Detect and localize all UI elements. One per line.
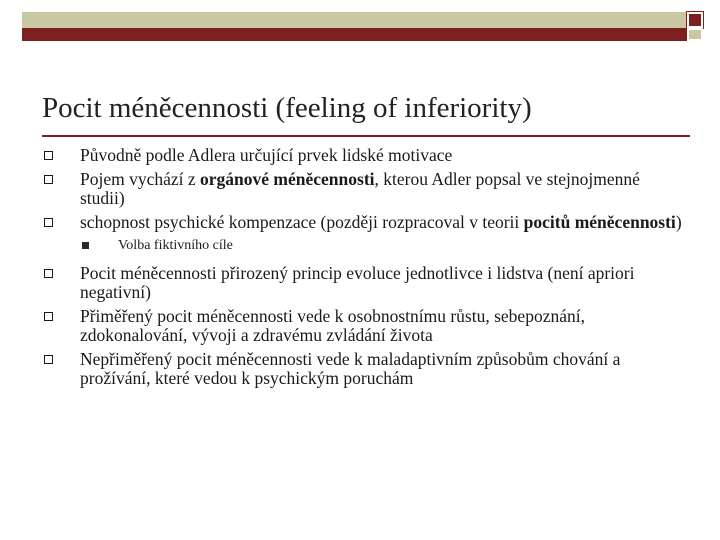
bullet-text: , kterou Adler popsal ve stejnojmenné studii): [80, 169, 640, 208]
bullet-item: [42, 307, 682, 345]
title-underline: [42, 135, 690, 137]
bullet-text: Pojem vychází z: [80, 169, 201, 189]
bullet-text: Přiměřený pocit méněcennosti vede k osobnostnímu růstu, sebepoznání, zdokonalování, vývoji a zdravému zvládání života: [80, 306, 585, 345]
sub-bullet-item: [42, 237, 682, 254]
bullet-item: [42, 146, 682, 165]
bullet-emphasis: pocitů méněcennosti: [523, 212, 676, 232]
corner-square-bottom: [687, 28, 703, 41]
bullet-text: schopnost psychické kompenzace (později rozpracoval v teorii: [80, 212, 524, 232]
bullet-text: Původně podle Adlera určující prvek lidské motivace: [80, 145, 453, 165]
header-band-dark: [22, 28, 687, 41]
bullet-item: [42, 264, 682, 302]
bullet-text: Volba fiktivního cíle: [118, 238, 233, 253]
hollow-square-bullet-icon: [44, 312, 53, 321]
header-band-light: [22, 12, 687, 28]
corner-square-top: [687, 12, 703, 28]
slide-title: Pocit méněcennosti (feeling of inferiority): [42, 92, 532, 124]
bullet-item: [42, 213, 682, 232]
hollow-square-bullet-icon: [44, 175, 53, 184]
filled-square-bullet-icon: [82, 242, 89, 249]
bullet-text: Pocit méněcennosti přirozený princip evoluce jednotlivce i lidstva (není apriori negativní): [80, 263, 635, 302]
bullet-list: [42, 146, 682, 393]
bullet-item: [42, 170, 682, 208]
bullet-text: Nepřiměřený pocit méněcennosti vede k maladaptivním způsobům chování a prožívání, které vedou k psychickým poruchám: [80, 349, 621, 388]
hollow-square-bullet-icon: [44, 218, 53, 227]
hollow-square-bullet-icon: [44, 151, 53, 160]
hollow-square-bullet-icon: [44, 355, 53, 364]
bullet-text: ): [675, 212, 682, 232]
bullet-item: [42, 350, 682, 388]
hollow-square-bullet-icon: [44, 269, 53, 278]
bullet-emphasis: orgánové méněcennosti: [200, 169, 375, 189]
